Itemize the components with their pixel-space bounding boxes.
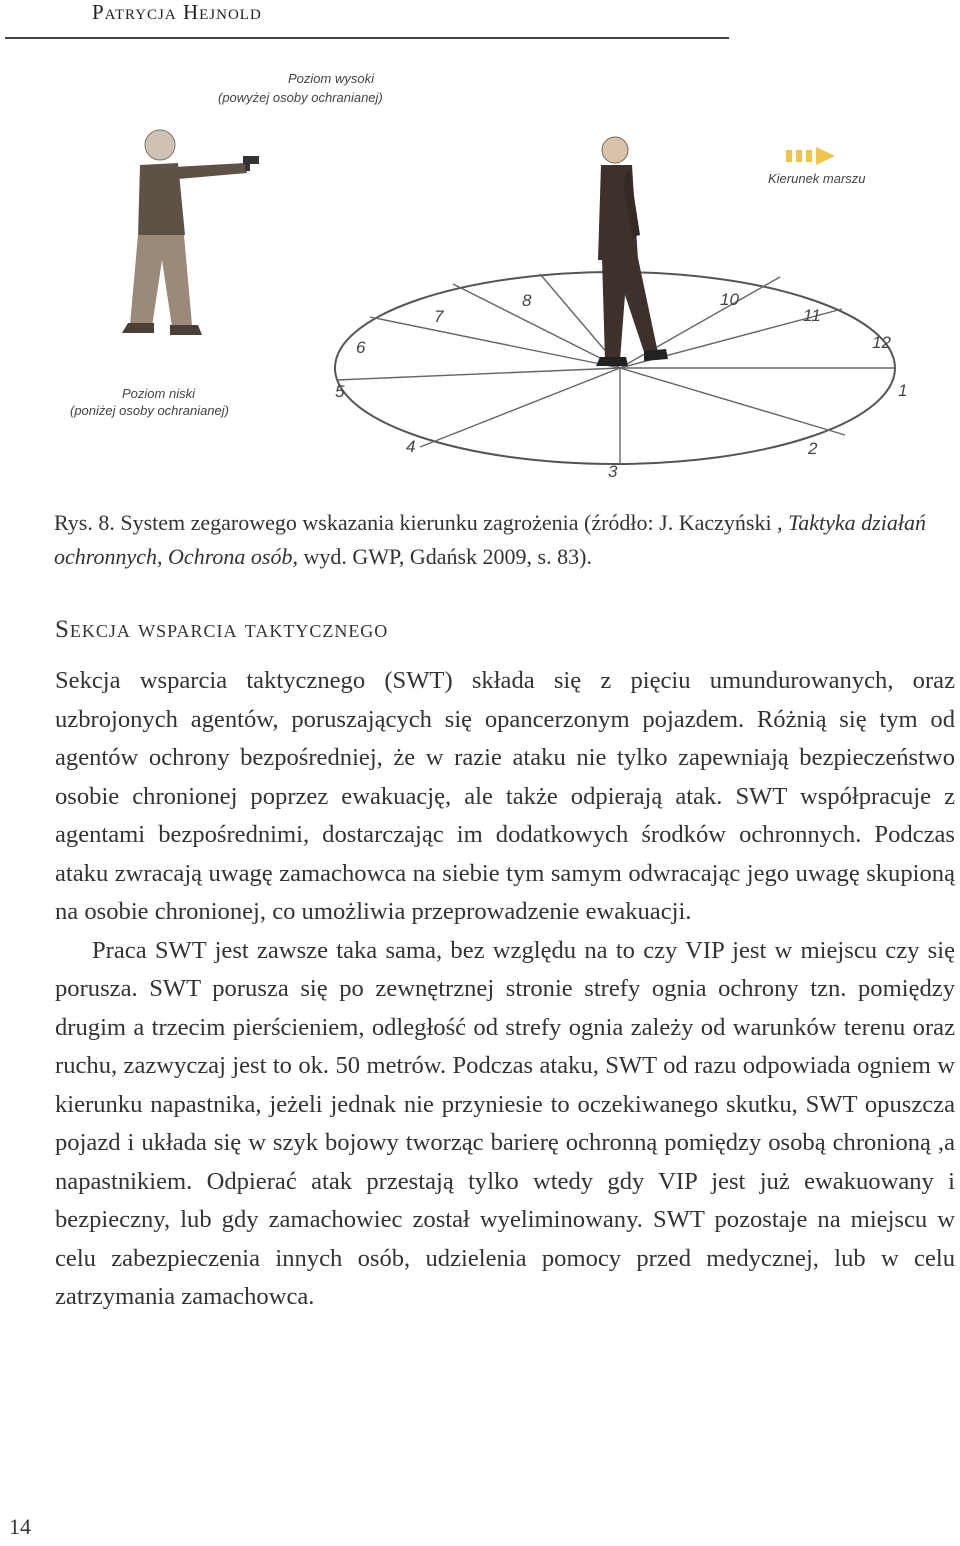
attacker-figure	[122, 130, 259, 335]
section-title: Sekcja wsparcia taktycznego	[55, 616, 389, 643]
clock-number-1: 1	[898, 381, 908, 400]
clock-number-7: 7	[434, 307, 444, 326]
caption-italic-title: Taktyka działań ochronnych, Ochrona osób,	[54, 510, 926, 569]
label-high-line1: Poziom wysoki	[288, 71, 374, 86]
page-number: 14	[9, 1514, 31, 1539]
label-low-line1: Poziom niski	[122, 386, 195, 401]
label-high-line2: (powyżej osoby ochranianej)	[218, 90, 383, 105]
label-low-line2: (poniżej osoby ochranianej)	[70, 403, 229, 418]
direction-label: Kierunek marszu	[768, 171, 866, 186]
clock-number-4: 4	[406, 437, 416, 456]
body-text	[55, 662, 955, 1317]
paragraph-1: Sekcja wsparcia taktycznego (SWT) składa się z pięciu umundurowanych, oraz uzbrojonych agentów, poruszających się opancerzonym pojazdem. Różnią się tym od agentów ochrony bezpośredniej, że w razie ataku nie tylko zapewniają bezpieczeństwo osobie chronionej poprzez ewakuację, ale także odpierają atak. SWT współpracuje z agentami bezpośrednimi, dostarczając im dodatkowych środków ochronnych. Podczas ataku zwracają uwagę zamachowca na siebie tym samym odwracając jego uwagę skupioną na osobie chronionej, co umożliwia przeprowadzenie ewakuacji.	[55, 667, 955, 925]
clock-number-10: 10	[720, 290, 739, 309]
caption-text-end: wyd. GWP, Gdańsk 2009, s. 83).	[298, 544, 592, 569]
clock-number-11: 11	[803, 306, 821, 325]
clock-number-3: 3	[608, 462, 618, 481]
clock-number-2: 2	[808, 439, 818, 458]
paragraph-2: Praca SWT jest zawsze taka sama, bez względu na to czy VIP jest w miejscu czy się porusza. SWT porusza się po zewnętrznej stronie strefy ognia ochrony tzn. pomiędzy drugim a trzecim pierścieniem, odległość od strefy ognia zależy od warunków terenu oraz ruchu, zazwyczaj jest to ok. 50 metrów. Podczas ataku, SWT od razu odpowiada ogniem w kierunku napastnika, jeżeli jednak nie przyniesie to oczekiwanego skutku, SWT opuszcza pojazd i układa się w szyk bojowy tworząc barierę ochronną pomiędzy osobą chronioną ,a napastnikiem. Odpierać atak przestają tylko wtedy gdy VIP jest już ewakuowany i bezpieczny, lub gdy zamachowiec został wyeliminowany. SWT pozostaje na miejscu w celu zabezpieczenia innych osób, udzielenia pomocy przed medycznej, lub w celu zatrzymania zamachowca.	[55, 936, 955, 1310]
protected-person-figure	[596, 137, 668, 366]
direction-arrow-icon	[786, 147, 835, 165]
running-header: Patrycja Hejnold	[92, 0, 262, 24]
clock-number-12: 12	[872, 333, 891, 352]
caption-text: Rys. 8. System zegarowego wskazania kierunku zagrożenia (źródło: J. Kaczyński ,	[54, 510, 789, 535]
clock-number-6: 6	[356, 338, 366, 357]
header-rule	[5, 37, 729, 39]
clock-number-8: 8	[522, 291, 532, 310]
figure-caption	[54, 506, 954, 574]
figure-clock-threat-system	[60, 55, 960, 495]
clock-number-5: 5	[335, 382, 345, 401]
